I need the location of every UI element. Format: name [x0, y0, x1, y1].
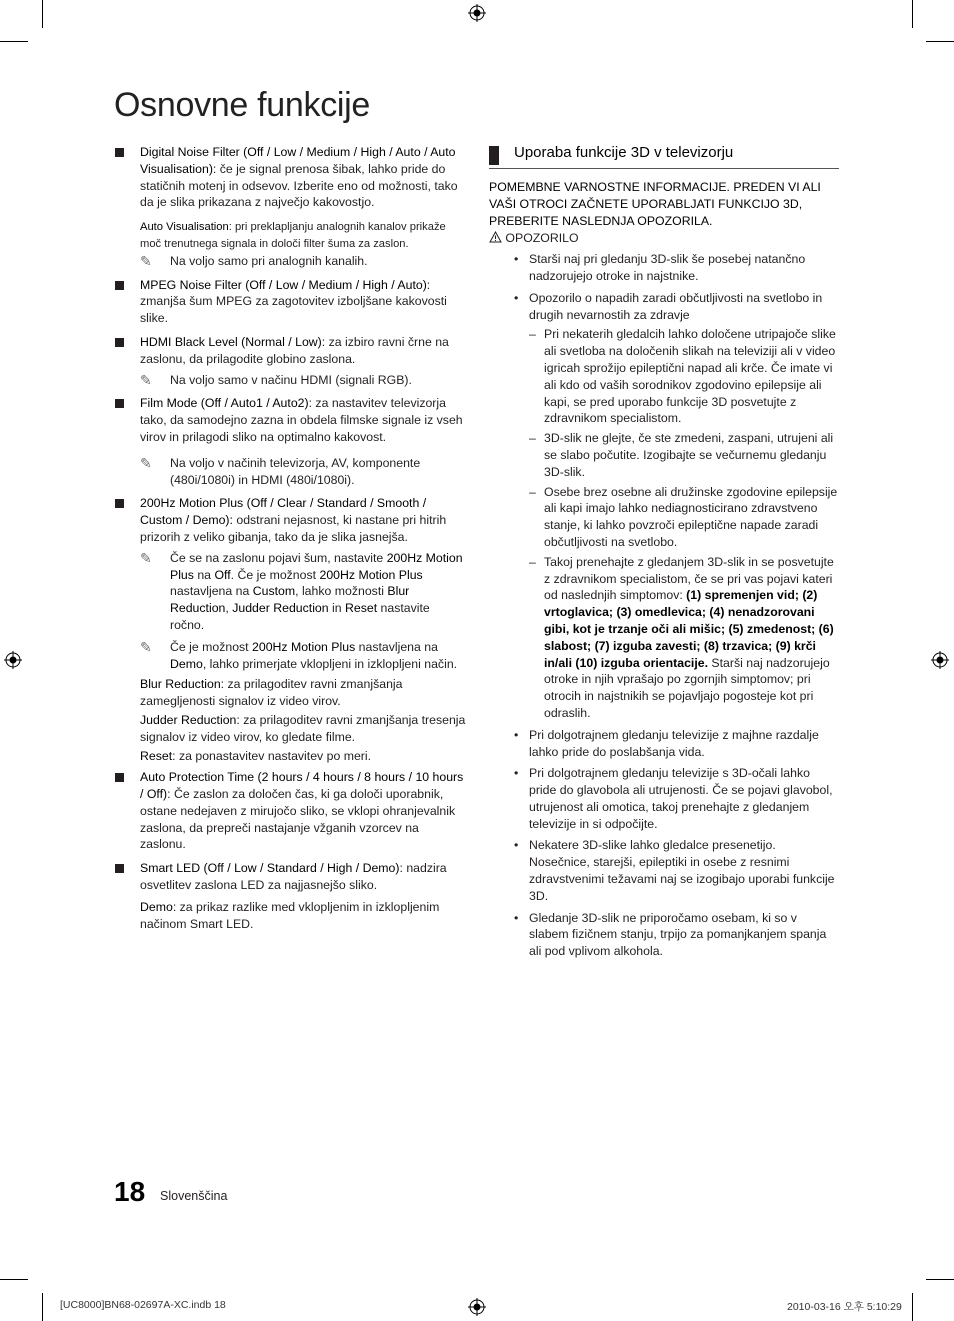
list-item — [115, 334, 466, 368]
list-item: • Starši naj pri gledanju 3D-slik še posebej natančno nadzorujejo otroke in najstnike. — [514, 252, 806, 283]
term: Demo — [140, 899, 173, 914]
list-item: • Pri dolgotrajnem gledanju televizije s 3D-očali lahko pride do glavobola ali utrujenosti. Če se pojavi glavobol, utrujenost ali omotica, takoj prenehajte z gledanjem televizije in si odpočijte. — [514, 766, 833, 831]
term: HDMI Black Level (Normal / Low) — [140, 334, 322, 349]
note-text: Na voljo samo v načinu HDMI (signali RGB). — [170, 372, 412, 387]
square-bullet-icon — [115, 281, 124, 290]
section-marker — [489, 146, 499, 165]
list-item: • Gledanje 3D-slik ne priporočamo osebam, ki so v slabem fizičnem stanju, trpijo za pomanjkanjem spanja ali pod vplivom alkohola. — [514, 910, 827, 959]
description: : za izbiro ravni črne na zaslonu, da prilagodite globino zaslona. — [140, 334, 449, 366]
description: : pri preklapljanju analognih kanalov prikaže moč trenutnega signala in določi filter šuma za zaslon. — [140, 221, 446, 250]
description: : za ponastavitev nastavitev po meri. — [172, 748, 372, 763]
term: Auto Protection Time (2 hours / 4 hours / 8 hours / 10 hours / Off) — [140, 770, 464, 802]
sub-item — [115, 712, 466, 746]
registration-mark-icon — [468, 4, 486, 22]
important-notice: POMEMBNE VARNOSTNE INFORMACIJE. PREDEN VI ALI VAŠI OTROCI ZAČNETE UPORABLJATI FUNKCIJO 3D, PREBERITE NASLEDNJA OPOZORILA. — [489, 180, 821, 228]
section-heading: Uporaba funkcije 3D v televizorju — [514, 144, 734, 161]
warning-list — [489, 251, 839, 960]
square-bullet-icon — [115, 338, 124, 347]
list-item — [115, 495, 466, 545]
square-bullet-icon — [115, 399, 124, 408]
note — [115, 253, 466, 270]
note — [115, 550, 466, 634]
page-title: Osnovne funkcije — [114, 86, 371, 124]
description: : če je signal prenosa šibak, lahko pride do statičnih motenj in odsevov. Izberite eno od možnosti, tako da je slika prikazana z največjo kakovostjo. — [140, 161, 458, 210]
sub-item — [115, 219, 466, 253]
warning-label: OPOZORILO — [505, 231, 579, 246]
list-item: • Pri dolgotrajnem gledanju televizije z majhne razdalje lahko pride do poslabšanja vida. — [514, 727, 819, 759]
list-item — [115, 144, 466, 211]
term: 200Hz Motion Plus (Off / Clear / Standard / Smooth / Custom / Demo): — [140, 496, 427, 528]
list-item: • Nekatere 3D-slike lahko gledalce presenetijo. Nosečnice, starejši, epileptiki in osebe z resnimi zdravstvenimi težavami naj se izogibajo uporabi funkcije 3D. — [514, 838, 835, 903]
square-bullet-icon — [115, 148, 124, 157]
term: Digital Noise Filter (Off / Low / Medium / High / Auto / Auto Visualisation) — [140, 145, 456, 176]
square-bullet-icon — [115, 499, 124, 508]
note-text: Če je možnost 200Hz Motion Plus nastavljena na Demo, lahko primerjate vklopljeni in izklopljeni način. — [170, 639, 458, 671]
note-text: Če se na zaslonu pojavi šum, nastavite 200Hz Motion Plus na Off. Če je možnost 200Hz Motion Plus nastavljena na Custom, lahko možnosti Blur Reduction, Judder Reduction in Reset nastavite ročno. — [170, 550, 463, 632]
note — [115, 372, 466, 389]
note-pencil-icon: ✎ — [140, 549, 152, 566]
note — [115, 455, 466, 489]
trim-mark — [926, 41, 954, 42]
term: Blur Reduction — [140, 677, 221, 692]
trim-mark — [42, 0, 43, 28]
square-bullet-icon — [115, 773, 124, 782]
sub-item — [115, 899, 466, 933]
warning-triangle-icon — [489, 231, 502, 243]
list-item — [115, 277, 466, 327]
footer-file: [UC8000]BN68-02697A-XC.indb 18 — [60, 1299, 226, 1311]
description: : zmanjša šum MPEG za zagotovitev izboljšane kakovosti slike. — [140, 277, 447, 326]
left-column — [115, 144, 466, 932]
trim-mark — [42, 1293, 43, 1321]
footer-date: 2010-03-16 오후 5:10:29 — [787, 1301, 902, 1313]
list-item: – Takoj prenehajte z gledanjem 3D-slik in se posvetujte z zdravnikom specialistom, če se pri vas pojavi kateri od naslednjih simptomov: (1) spremenjen vid; (2) vrtoglavica; (3) omedlevica; (4) nenadzorovani gibi, kot je trzanje oči ali mišic; (5) zmedenost; (6) slabost; (7) izguba zavesti; (8) trzavica; (9) krči in/ali (10) izguba orientacije. Starši naj nadzorujejo otroke in njih vprašajo po zgornjih simptomov; pri otrocih in najstnikih se pojavljajo pogosteje kot pri odraslih. — [529, 554, 834, 720]
registration-mark-icon — [931, 651, 949, 669]
trim-mark — [0, 41, 28, 42]
right-column — [489, 179, 839, 960]
square-bullet-icon — [115, 864, 124, 873]
term: Auto Visualisation — [140, 221, 229, 234]
note-pencil-icon: ✎ — [140, 252, 152, 269]
divider — [489, 168, 839, 169]
registration-mark-icon — [468, 1298, 486, 1316]
trim-mark — [0, 1279, 28, 1280]
note-text: Na voljo samo pri analognih kanalih. — [170, 253, 368, 268]
page-language: Slovenščina — [160, 1189, 228, 1203]
page-number: 18 — [114, 1176, 146, 1207]
term: Smart LED (Off / Low / Standard / High / Demo) — [140, 861, 400, 876]
trim-mark — [912, 1293, 913, 1321]
sub-item — [115, 748, 466, 765]
list-item — [115, 860, 466, 894]
description: odstrani nejasnost, ki nastane pri hitrih prizorih z veliko gibanja, tako da je slika jasnejša. — [140, 513, 447, 544]
term: Judder Reduction — [140, 712, 237, 727]
list-item — [115, 769, 466, 853]
warning-heading — [489, 230, 839, 247]
description: : nadzira osvetlitev zaslona LED za najjasnejšo sliko. — [140, 861, 447, 893]
note-pencil-icon: ✎ — [140, 638, 152, 655]
description: : za prilagoditev ravni zmanjšanja zamegljenosti signalov iz video virov. — [140, 677, 403, 709]
note-pencil-icon: ✎ — [140, 371, 152, 388]
list-item: – Osebe brez osebne ali družinske zgodovine epilepsije ali kapi imajo lahko nediagnosticirano zdravstveno stanje, ki lahko povzroči epileptične napade zaradi občutljivosti na svetlobo. — [529, 484, 838, 549]
list-item: – 3D-slik ne glejte, če ste zmedeni, zaspani, utrujeni ali se slabo počutite. Izogibajte se večurnemu gledanju 3D-slik. — [529, 431, 834, 479]
term: Film Mode (Off / Auto1 / Auto2) — [140, 396, 309, 411]
description: : za prikaz razlike med vklopljenim in izklopljenim načinom Smart LED. — [140, 899, 440, 931]
term: MPEG Noise Filter (Off / Low / Medium / High / Auto) — [140, 277, 427, 292]
description: : za prilagoditev ravni zmanjšanja tresenja signalov iz video virov, ko gledate filme. — [140, 712, 466, 744]
trim-mark — [912, 0, 913, 28]
term: Reset — [140, 748, 173, 763]
trim-mark — [926, 1279, 954, 1280]
list-item: – Pri nekaterih gledalcih lahko določene utripajoče slike ali svetloba na določenih slikah na televiziji ali v video igricah sprožijo epileptični napad ali krče. Če imate vi ali kdo od vaših sorodnikov zgodovino epilepsije ali kapi, se pred uporabo funkcije 3D posvetujte z zdravnikom specialistom. — [529, 327, 836, 426]
sub-item — [115, 676, 466, 710]
list-item: • Opozorilo o napadih zaradi občutljivosti na svetlobo in drugih nevarnostih za zdravje — [514, 290, 823, 322]
list-item — [115, 395, 466, 445]
description: : za nastavitev televizorja tako, da samodejno zazna in obdela filmske signale iz vseh virov in prilagodi sliko na optimalno kakovost. — [140, 396, 463, 444]
sub-list — [514, 326, 839, 721]
description: : Če zaslon za določen čas, ki ga določi uporabnik, ostane nedejaven z mirujočo sliko, se vklopi ohranjevalnik zaslona, da prepreči nastajanje vžganih vzorcev na zaslonu. — [140, 787, 456, 852]
registration-mark-icon — [4, 651, 22, 669]
note-text: Na voljo v načinih televizorja, AV, komponente (480i/1080i) in HDMI (480i/1080i). — [170, 455, 421, 487]
note — [115, 639, 466, 673]
note-pencil-icon: ✎ — [140, 454, 152, 471]
